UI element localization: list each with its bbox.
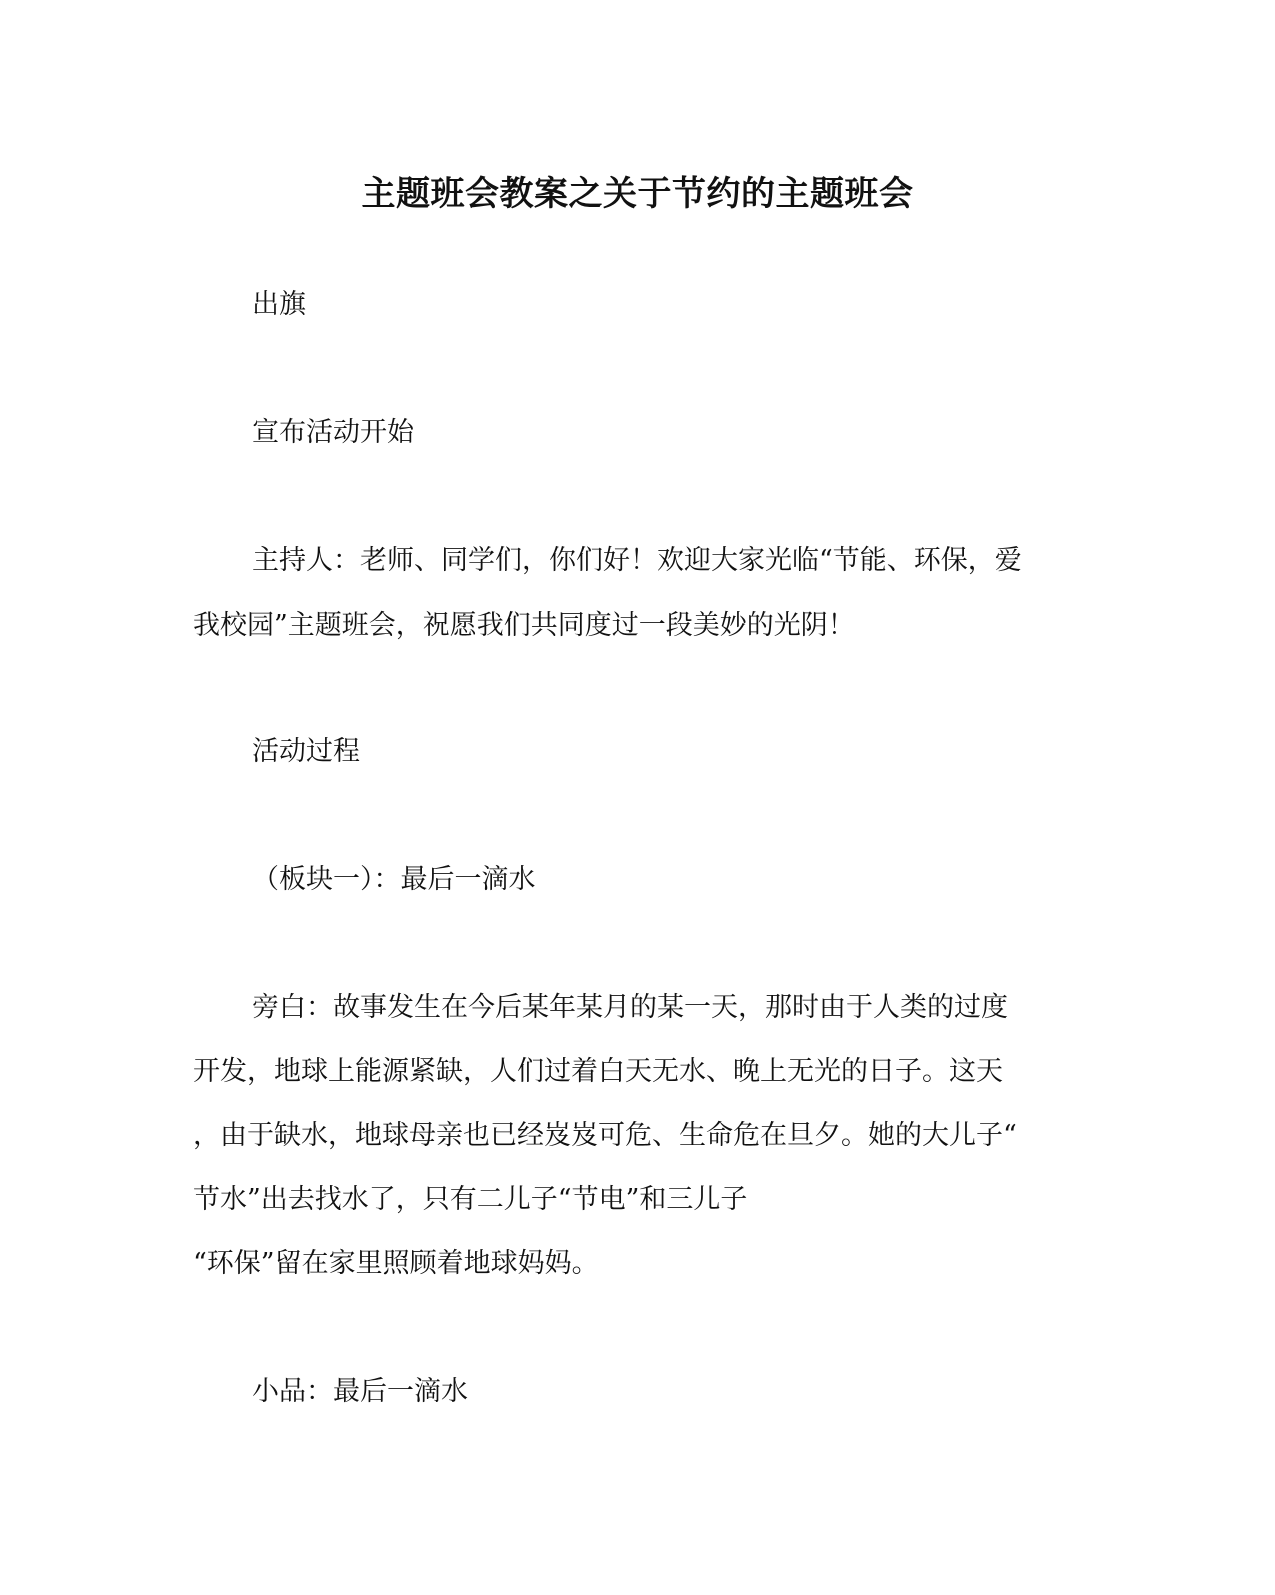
paragraph-narration-line-4: 节水”出去找水了，只有二儿子“节电”和三儿子 xyxy=(193,1184,748,1215)
paragraph-skit-title: 小品：最后一滴水 xyxy=(252,1376,468,1407)
paragraph-narration-line-5: “环保”留在家里照顾着地球妈妈。 xyxy=(193,1248,599,1279)
section-heading-block-one: （板块一）：最后一滴水 xyxy=(252,864,536,895)
document-title: 主题班会教案之关于节约的主题班会 xyxy=(361,174,914,214)
paragraph-flag-raising: 出旗 xyxy=(252,289,306,320)
section-heading-activity-process: 活动过程 xyxy=(252,736,360,767)
paragraph-host-line-1: 主持人：老师、同学们，你们好！欢迎大家光临“节能、环保，爱 xyxy=(252,545,1022,576)
paragraph-narration-line-3: ，由于缺水，地球母亲也已经岌岌可危、生命危在旦夕。她的大儿子“ xyxy=(193,1120,1017,1151)
paragraph-host-line-2: 我校园”主题班会，祝愿我们共同度过一段美妙的光阴！ xyxy=(193,610,855,641)
paragraph-narration-line-2: 开发，地球上能源紧缺，人们过着白天无水、晚上无光的日子。这天 xyxy=(193,1056,1003,1087)
paragraph-announce-start: 宣布活动开始 xyxy=(252,417,414,448)
paragraph-narration-line-1: 旁白：故事发生在今后某年某月的某一天，那时由于人类的过度 xyxy=(252,992,1008,1023)
